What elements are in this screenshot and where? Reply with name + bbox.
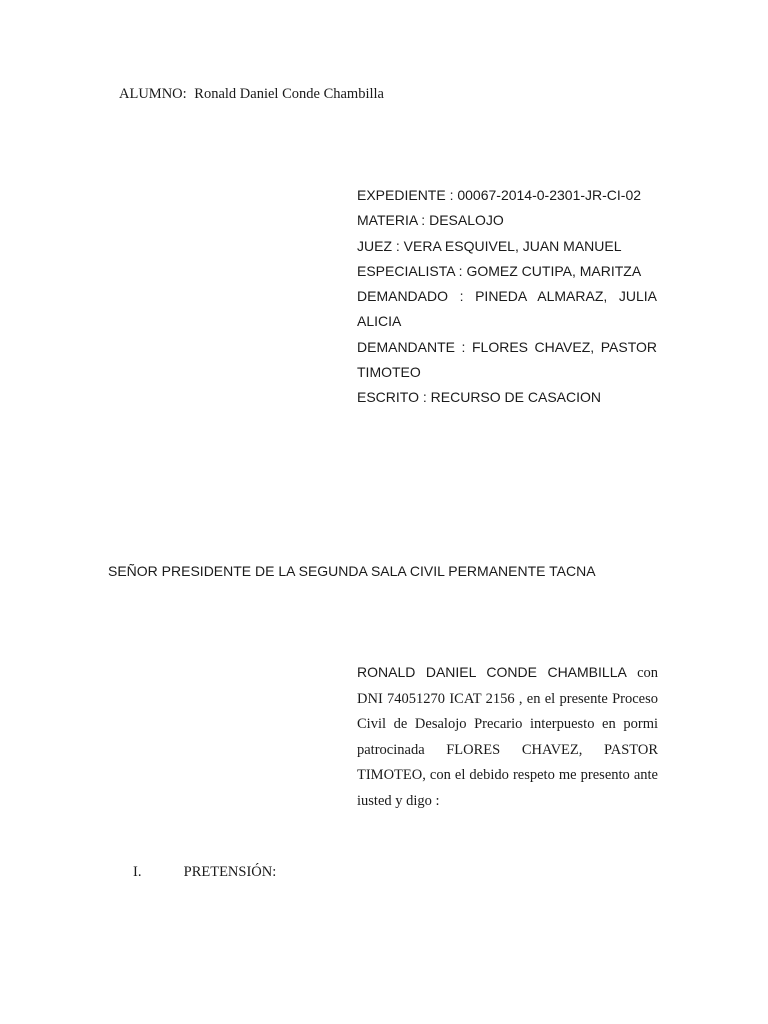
case-caption (357, 183, 657, 411)
caption-expediente: EXPEDIENTE : 00067-2014-0-2301-JR-CI-02 (357, 187, 642, 203)
intro-name: RONALD DANIEL CONDE CHAMBILLA (357, 664, 627, 680)
addressee-heading: SEÑOR PRESIDENTE DE LA SEGUNDA SALA CIVIL PERMANENTE TACNA (108, 563, 596, 579)
caption-juez: JUEZ : VERA ESQUIVEL, JUAN MANUEL (357, 237, 622, 254)
caption-demandante: DEMANDANTE : FLORES CHAVEZ, PASTOR TIMOTEO (357, 338, 657, 381)
student-name: Ronald Daniel Conde Chambilla (194, 86, 384, 102)
caption-escrito: ESCRITO : RECURSO DE CASACION (357, 389, 602, 406)
section-number: I. (133, 864, 142, 880)
section-title: PRETENSIÓN: (183, 864, 277, 880)
caption-especialista: ESPECIALISTA : GOMEZ CUTIPA, MARITZA (357, 262, 642, 279)
intro-text: con DNI 74051270 ICAT 2156 , en el presente Proceso Civil de Desalojo Precario interpuesto en pormi patrocinada FLORES CHAVEZ, PASTOR TIMOTEO, con el debido respeto me presento ante iusted y digo : (357, 665, 659, 809)
student-label: ALUMNO: (119, 86, 187, 102)
caption-materia: MATERIA : DESALOJO (357, 212, 504, 229)
student-line (119, 86, 384, 103)
intro-paragraph (357, 660, 658, 814)
section-heading (133, 864, 276, 881)
caption-demandado: DEMANDADO : PINEDA ALMARAZ, JULIA ALICIA (357, 288, 657, 330)
